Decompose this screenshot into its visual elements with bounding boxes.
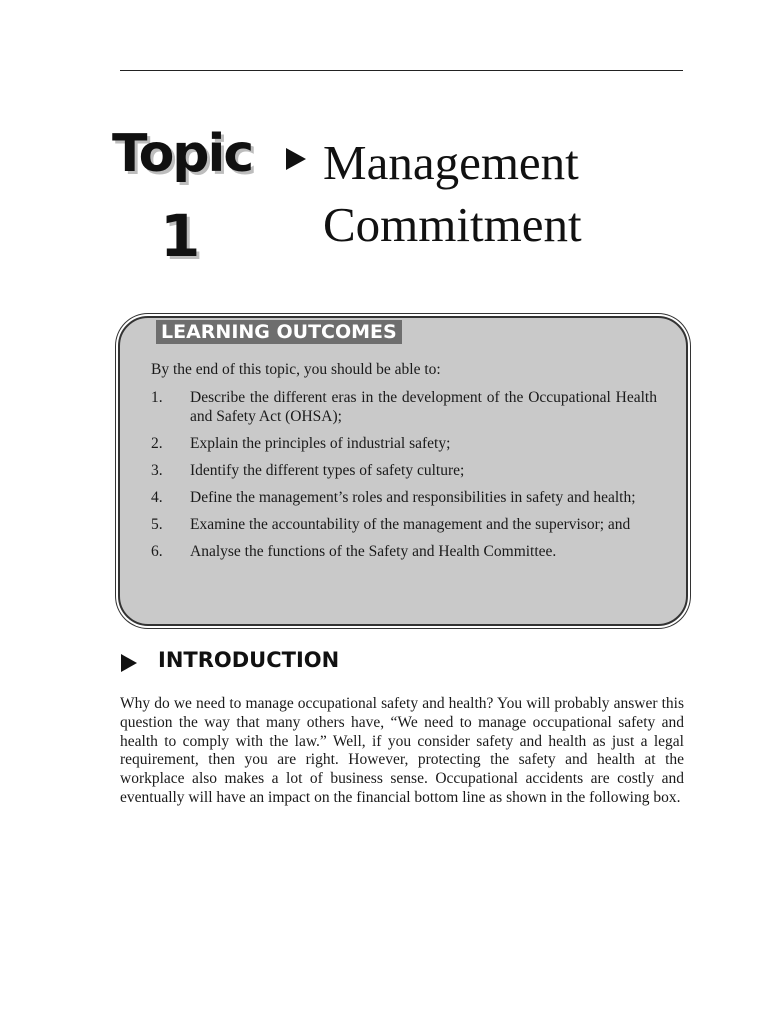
list-item bbox=[151, 542, 657, 561]
title-arrow-icon bbox=[286, 148, 306, 170]
list-item bbox=[151, 434, 657, 453]
list-item-text: Identify the different types of safety culture; bbox=[190, 462, 465, 479]
topic-label: Topic bbox=[112, 124, 253, 184]
list-item bbox=[151, 461, 657, 480]
list-item-text: Analyse the functions of the Safety and Health Committee. bbox=[190, 543, 557, 560]
learning-outcomes-label: LEARNING OUTCOMES bbox=[156, 320, 402, 344]
list-item-number: 2. bbox=[151, 435, 163, 452]
intro-paragraph: Why do we need to manage occupational safety and health? You will probably answer this question the way that many others have, “We need to manage occupational safety and health to comply with the law.” Well, if you consider safety and health as just a legal requirement, then you are right. However, protecting the safety and health at the workplace also makes a lot of business sense. Occupational accidents are costly and eventually will have an impact on the financial bottom line as shown in the following box. bbox=[120, 695, 684, 806]
list-item bbox=[151, 388, 657, 426]
section-heading: INTRODUCTION bbox=[158, 648, 340, 672]
list-item-text: Examine the accountability of the management and the supervisor; and bbox=[190, 516, 631, 533]
list-item-text: Define the management’s roles and responsibilities in safety and health; bbox=[190, 489, 636, 506]
page-title-line1: Management bbox=[323, 135, 579, 190]
list-item bbox=[151, 515, 657, 534]
list-item-text: Explain the principles of industrial safety; bbox=[190, 435, 451, 452]
list-item bbox=[151, 488, 657, 507]
section-arrow-icon bbox=[121, 654, 137, 672]
learning-outcomes-intro: By the end of this topic, you should be able to: bbox=[151, 361, 441, 378]
list-item-number: 1. bbox=[151, 389, 163, 406]
list-item-text: Describe the different eras in the development of the Occupational Health and Safety Act (OHSA); bbox=[190, 389, 657, 425]
list-item-number: 4. bbox=[151, 489, 163, 506]
list-item-number: 5. bbox=[151, 516, 163, 533]
topic-number: 1 bbox=[160, 202, 201, 270]
list-item-number: 6. bbox=[151, 543, 163, 560]
page-title-line2: Commitment bbox=[323, 197, 582, 252]
learning-outcomes-list bbox=[151, 388, 657, 569]
list-item-number: 3. bbox=[151, 462, 163, 479]
top-rule bbox=[120, 70, 683, 71]
